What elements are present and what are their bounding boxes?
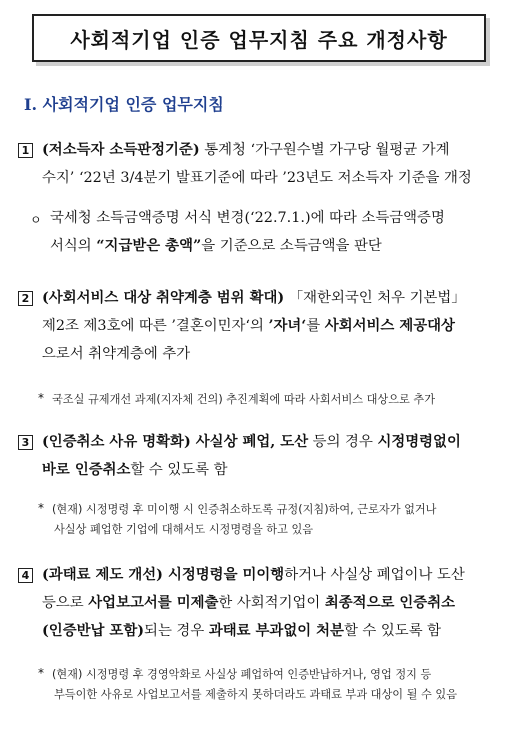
text-segment: 한 사회적기업이 — [218, 595, 325, 611]
note-text-line: 부득이한 사유로 사업보고서를 제출하지 못하더라도 과태료 부과 대상이 될 수 있음 — [54, 688, 458, 701]
text-segment: 통계청 ‘가구원수별 가구당 월평균 가계 — [199, 142, 450, 158]
text-segment: (과태료 제도 개선) 시정명령을 미이행 — [42, 566, 285, 583]
item-text-line — [42, 460, 228, 480]
item-text-line — [42, 344, 190, 364]
item-number-box: 1 — [18, 143, 33, 158]
note-asterisk: * — [38, 391, 44, 405]
text-segment: 사회서비스 제공대상 — [324, 317, 455, 334]
item-text-line — [42, 288, 466, 308]
item-number-box: 4 — [18, 568, 33, 583]
text-segment: 사업보고서를 미제출 — [88, 594, 219, 611]
title-box — [32, 14, 486, 62]
item-text-line — [42, 316, 455, 336]
note-text-line: 국조실 규제개선 과제(지자체 건의) 추진계획에 따라 사회서비스 대상으로 추가 — [52, 393, 436, 406]
text-segment: “지급받은 총액” — [96, 237, 202, 254]
text-segment: 을 기준으로 소득금액을 판단 — [201, 238, 382, 254]
text-segment: 제2조 제3호에 따른 ’결혼이민자‘의 — [42, 318, 269, 334]
item-text-line — [42, 140, 450, 160]
item-number-box: 2 — [18, 291, 33, 306]
text-segment: ’자녀‘ — [268, 317, 307, 334]
text-segment: (인증반납 포함) — [42, 622, 145, 639]
item-text-line — [42, 593, 455, 613]
note-asterisk: * — [38, 666, 44, 680]
item-text-line — [42, 565, 465, 585]
item-number-box: 3 — [18, 435, 33, 450]
page-title: 사회적기업 인증 업무지침 주요 개정사항 — [70, 27, 448, 52]
text-segment: 「재한외국인 처우 기본법」 — [284, 290, 466, 306]
text-segment: 국세청 소득금액증명 서식 변경(‘22.7.1.)에 따라 소득금액증명 — [50, 210, 445, 226]
text-segment: 할 수 있도록 함 — [130, 462, 228, 478]
sub-text-line — [50, 208, 445, 228]
note-asterisk: * — [38, 501, 44, 515]
sub-text-line — [50, 236, 382, 256]
text-segment: 할 수 있도록 함 — [343, 623, 442, 639]
section-heading: Ⅰ. 사회적기업 인증 업무지침 — [24, 95, 224, 114]
text-segment: (인증취소 사유 명확화) 사실상 폐업, 도산 — [42, 433, 309, 450]
text-segment: 과태료 부과없이 처분 — [208, 622, 344, 639]
text-segment: 를 — [306, 318, 325, 334]
text-segment: 최종적으로 인증취소 — [324, 594, 455, 611]
text-segment: 수지’ ‘22년 3/4분기 발표기준에 따라 ’23년도 저소득자 기준을 개정 — [42, 170, 472, 186]
note-text-line: 사실상 폐업한 기업에 대해서도 시정명령을 하고 있음 — [54, 523, 314, 536]
text-segment: 하거나 사실상 폐업이나 도산 — [284, 567, 465, 583]
text-segment: 서식의 — [50, 238, 97, 254]
text-segment: 되는 경우 — [144, 623, 209, 639]
item-text-line — [42, 168, 472, 188]
text-segment: (사회서비스 대상 취약계층 범위 확대) — [42, 289, 285, 306]
note-text-line: (현재) 시정명령 후 경영악화로 사실상 폐업하여 인증반납하거나, 영업 정지 등 — [52, 668, 432, 681]
text-segment: 으로서 취약계층에 추가 — [42, 346, 191, 362]
text-segment: 등으로 — [42, 595, 89, 611]
item-text-line — [42, 432, 461, 452]
text-segment: 등의 경우 — [308, 434, 378, 450]
text-segment: (저소득자 소득판정기준) — [42, 141, 200, 158]
text-segment: 시정명령없이 — [377, 433, 461, 450]
item-text-line — [42, 621, 441, 641]
text-segment: 바로 인증취소 — [42, 461, 131, 478]
bullet-marker: ㅇ — [30, 213, 42, 227]
note-text-line: (현재) 시정명령 후 미이행 시 인증취소하도록 규정(지침)하여, 근로자가 없거나 — [52, 503, 437, 516]
